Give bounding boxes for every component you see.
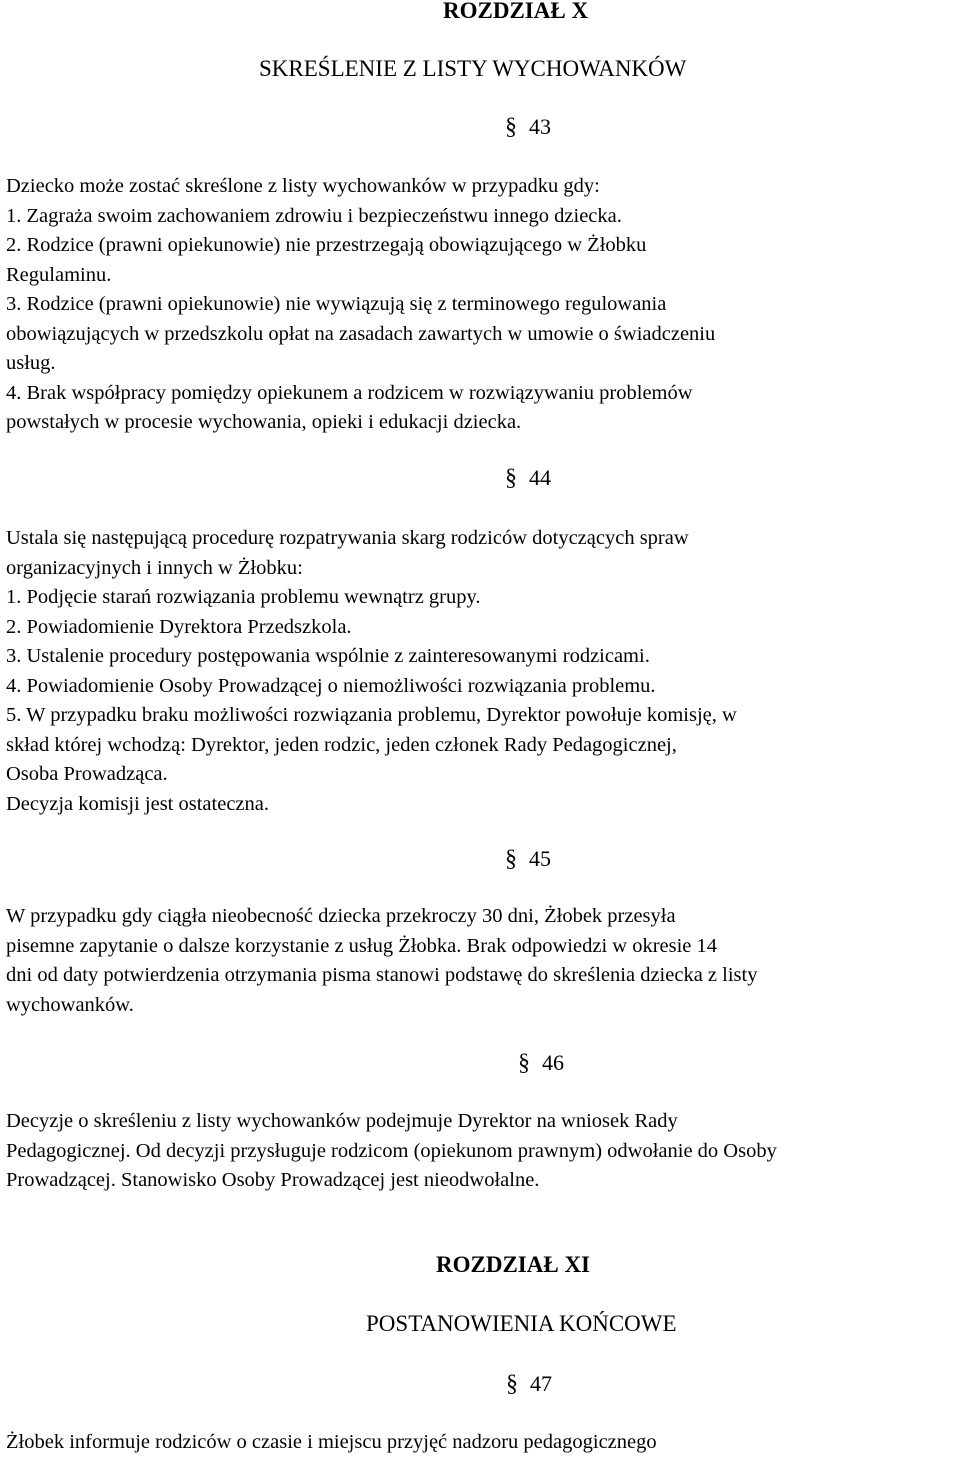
section-number: 44 [529, 465, 551, 490]
section-47-heading [506, 1371, 552, 1398]
section-45-body [6, 902, 958, 1020]
section-43-heading [505, 114, 551, 141]
text-line: Prowadzącej. Stanowisko Osoby Prowadzącej jest nieodwołalne. [6, 1169, 540, 1191]
section-46-heading [518, 1050, 564, 1077]
section-46-body [6, 1107, 958, 1196]
section-43-body [6, 172, 958, 438]
text-line: 3. Ustalenie procedury postępowania wspólnie z zainteresowanymi rodzicami. [6, 645, 650, 667]
section-number: 47 [530, 1371, 552, 1396]
text-line: obowiązujących w przedszkolu opłat na zasadach zawartych w umowie o świadczeniu [6, 322, 716, 345]
text-line: Regulaminu. [6, 263, 112, 286]
text-line: wychowanków. [6, 993, 134, 1016]
chapter-x-heading: ROZDZIAŁ X [443, 0, 589, 23]
text-line: pisemne zapytanie o dalsze korzystanie z usług Żłobka. Brak odpowiedzi w okresie 14 [6, 934, 718, 957]
text-line: 4. Brak współpracy pomiędzy opiekunem a rodzicem w rozwiązywaniu problemów [6, 381, 693, 404]
section-symbol: § [518, 1050, 530, 1076]
text-line: Ustala się następującą procedurę rozpatrywania skarg rodziców dotyczących spraw [6, 527, 689, 549]
text-line: skład której wchodzą: Dyrektor, jeden rodzic, jeden członek Rady Pedagogicznej, [6, 733, 677, 756]
text-line: W przypadku gdy ciągła nieobecność dziecka przekroczy 30 dni, Żłobek przesyła [6, 905, 676, 927]
section-symbol: § [505, 465, 517, 491]
text-line: 3. Rodzice (prawni opiekunowie) nie wywiązują się z terminowego regulowania [6, 293, 667, 315]
text-line: organizacyjnych i innych w Żłobku: [6, 556, 303, 579]
text-line: 2. Rodzice (prawni opiekunowie) nie przestrzegają obowiązującego w Żłobku [6, 234, 647, 256]
section-number: 46 [542, 1050, 564, 1075]
text-line: Decyzje o skreśleniu z listy wychowanków podejmuje Dyrektor na wniosek Rady [6, 1110, 678, 1132]
section-symbol: § [506, 1371, 518, 1397]
text-line: Osoba Prowadząca. [6, 763, 168, 785]
text-line: Żłobek informuje rodziców o czasie i miejscu przyjęć nadzoru pedagogicznego [6, 1431, 657, 1453]
text-line: Pedagogicznej. Od decyzji przysługuje rodzicom (opiekunom prawnym) odwołanie do Osoby [6, 1139, 777, 1162]
text-line: dni od daty potwierdzenia otrzymania pisma stanowi podstawę do skreślenia dziecka z listy [6, 964, 758, 986]
text-line: usług. [6, 352, 56, 374]
chapter-xi-subheading: POSTANOWIENIA KOŃCOWE [366, 1311, 677, 1336]
chapter-xi-heading: ROZDZIAŁ XI [436, 1252, 591, 1277]
section-symbol: § [505, 846, 517, 872]
section-45-heading [505, 846, 551, 873]
section-number: 45 [529, 846, 551, 871]
text-line: 5. W przypadku braku możliwości rozwiązania problemu, Dyrektor powołuje komisję, w [6, 704, 737, 726]
text-line: 4. Powiadomienie Osoby Prowadzącej o niemożliwości rozwiązania problemu. [6, 674, 656, 697]
text-line: 1. Podjęcie starań rozwiązania problemu wewnątrz grupy. [6, 586, 481, 608]
text-line: Decyzja komisji jest ostateczna. [6, 792, 269, 815]
chapter-x-subheading: SKREŚLENIE Z LISTY WYCHOWANKÓW [259, 56, 687, 81]
text-line: 1. Zagraża swoim zachowaniem zdrowiu i bezpieczeństwu innego dziecka. [6, 204, 622, 227]
section-number: 43 [529, 114, 551, 139]
text-line: 2. Powiadomienie Dyrektora Przedszkola. [6, 615, 352, 638]
section-symbol: § [505, 114, 517, 140]
text-line: Dziecko może zostać skreślone z listy wychowanków w przypadku gdy: [6, 175, 600, 197]
text-line: powstałych w procesie wychowania, opieki i edukacji dziecka. [6, 411, 522, 433]
section-44-heading [505, 465, 551, 492]
section-44-body [6, 524, 958, 819]
section-47-body [6, 1428, 958, 1458]
